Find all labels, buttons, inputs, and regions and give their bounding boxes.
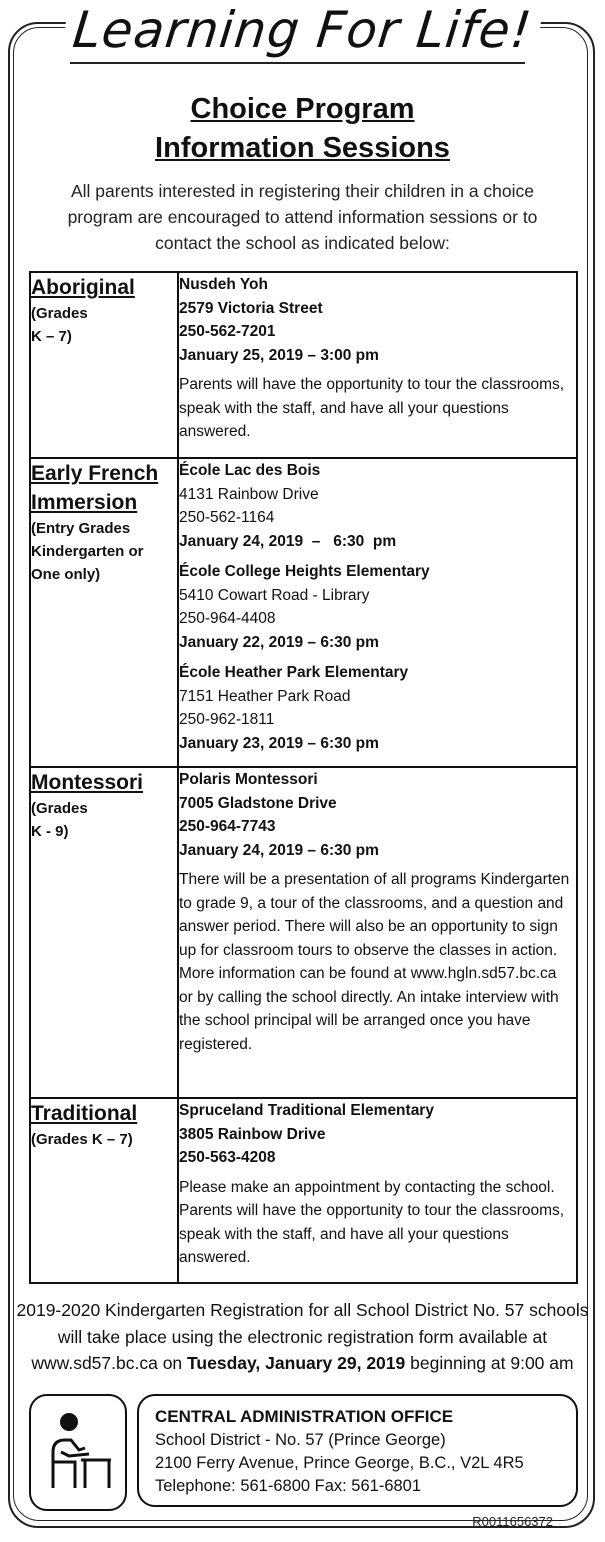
office-address: 2100 Ferry Avenue, Prince George, B.C., V2L 4R5 — [155, 1454, 524, 1472]
school-phone: 250-964-7743 — [179, 818, 276, 835]
program-grades: Kindergarten or — [31, 543, 144, 560]
school-address: 5410 Cowart Road - Library — [179, 586, 370, 604]
program-name: Aboriginal — [31, 276, 135, 299]
school-address: 7151 Heather Park Road — [179, 687, 351, 705]
program-name: Immersion — [31, 491, 138, 514]
school-phone: 250-563-4208 — [179, 1149, 276, 1166]
sessions-table — [29, 271, 578, 1284]
spacer — [179, 654, 576, 661]
registration-notice — [12, 1297, 593, 1377]
program-description: Please make an appointment by contacting the school. Parents will have the opportunity to tour the classrooms, speak with the staff, and have all your questions answered. — [179, 1178, 565, 1266]
school-address: 4131 Rainbow Drive — [179, 485, 319, 503]
program-cell — [30, 458, 178, 767]
title-line-2: Information Sessions — [155, 132, 450, 164]
program-grades: (Grades — [31, 800, 88, 817]
program-name: Traditional — [31, 1102, 138, 1125]
masthead-logo: Learning For Life! — [61, 0, 544, 66]
school-address: 2579 Victoria Street — [179, 299, 323, 317]
session-date: January 24, 2019 – 6:30 pm — [179, 532, 397, 550]
program-grades: (Grades K – 7) — [31, 1131, 133, 1148]
info-cell — [178, 458, 577, 767]
session-date: January 25, 2019 – 3:00 pm — [179, 346, 379, 364]
program-grades: K - 9) — [31, 823, 69, 840]
session-date: January 24, 2019 – 6:30 pm — [179, 841, 379, 859]
registration-time: beginning at 9:00 am — [405, 1353, 574, 1373]
office-district: School District - No. 57 (Prince George) — [155, 1431, 446, 1449]
office-contact-box — [137, 1394, 578, 1507]
program-cell — [30, 272, 178, 458]
office-title: CENTRAL ADMINISTRATION OFFICE — [155, 1407, 454, 1426]
title-line-1: Choice Program — [190, 93, 415, 125]
spacer — [179, 553, 576, 560]
school-phone: 250-562-1164 — [179, 509, 275, 526]
school-address: 7005 Gladstone Drive — [179, 794, 337, 812]
session-date: January 23, 2019 – 6:30 pm — [179, 734, 379, 752]
school-phone: 250-562-7201 — [179, 323, 276, 340]
row-montessori — [30, 767, 577, 1098]
school-name: Polaris Montessori — [179, 771, 318, 788]
office-phone: Telephone: 561-6800 Fax: 561-6801 — [155, 1477, 422, 1495]
info-cell — [178, 767, 577, 1098]
program-grades: (Entry Grades — [31, 520, 131, 537]
masthead-rule-bottom — [70, 62, 525, 64]
student-desk-icon-graphic — [31, 1396, 125, 1509]
ad-code: R0011656372 — [472, 1514, 553, 1529]
row-aboriginal — [30, 272, 577, 458]
school-name: École Heather Park Elementary — [179, 664, 409, 681]
program-description: There will be a presentation of all programs Kindergarten to grade 9, a tour of the classrooms, and a question and answer period. There will also be an opportunity to sign up for classroom tours to observe the classes in action. More information can be found at www.hgln.sd57.bc.ca or by calling the school directly. An intake interview with the school principal will be arranged once you have registered. — [179, 871, 570, 1053]
program-grades: One only) — [31, 566, 101, 583]
registration-text: 2019-2020 Kindergarten Registration for all School District No. 57 schools will take place using the electronic registration form available at www.sd57.bc.ca on — [16, 1300, 589, 1373]
row-traditional — [30, 1098, 577, 1283]
school-name: Spruceland Traditional Elementary — [179, 1102, 434, 1119]
school-name: École Lac des Bois — [179, 462, 321, 479]
session-date: January 22, 2019 – 6:30 pm — [179, 633, 379, 651]
program-cell — [30, 767, 178, 1098]
school-name: École College Heights Elementary — [179, 563, 430, 580]
program-grades: K – 7) — [31, 328, 72, 345]
student-desk-icon — [29, 1394, 127, 1511]
info-cell — [178, 1098, 577, 1283]
school-phone: 250-962-1811 — [179, 711, 275, 728]
row-early-french-immersion — [30, 458, 577, 767]
program-description: Parents will have the opportunity to tour the classrooms, speak with the staff, and have all your questions answered. — [179, 376, 565, 440]
program-name: Early French — [31, 462, 159, 485]
school-address: 3805 Rainbow Drive — [179, 1125, 326, 1143]
registration-date: Tuesday, January 29, 2019 — [187, 1353, 406, 1373]
school-phone: 250-964-4408 — [179, 610, 276, 627]
intro-paragraph: All parents interested in registering their children in a choice program are encouraged to attend information sessions or to contact the school as indicated below: — [67, 181, 538, 253]
program-grades: (Grades — [31, 305, 88, 322]
info-cell — [178, 272, 577, 458]
program-cell — [30, 1098, 178, 1283]
program-name: Montessori — [31, 771, 144, 794]
school-name: Nusdeh Yoh — [179, 276, 268, 293]
